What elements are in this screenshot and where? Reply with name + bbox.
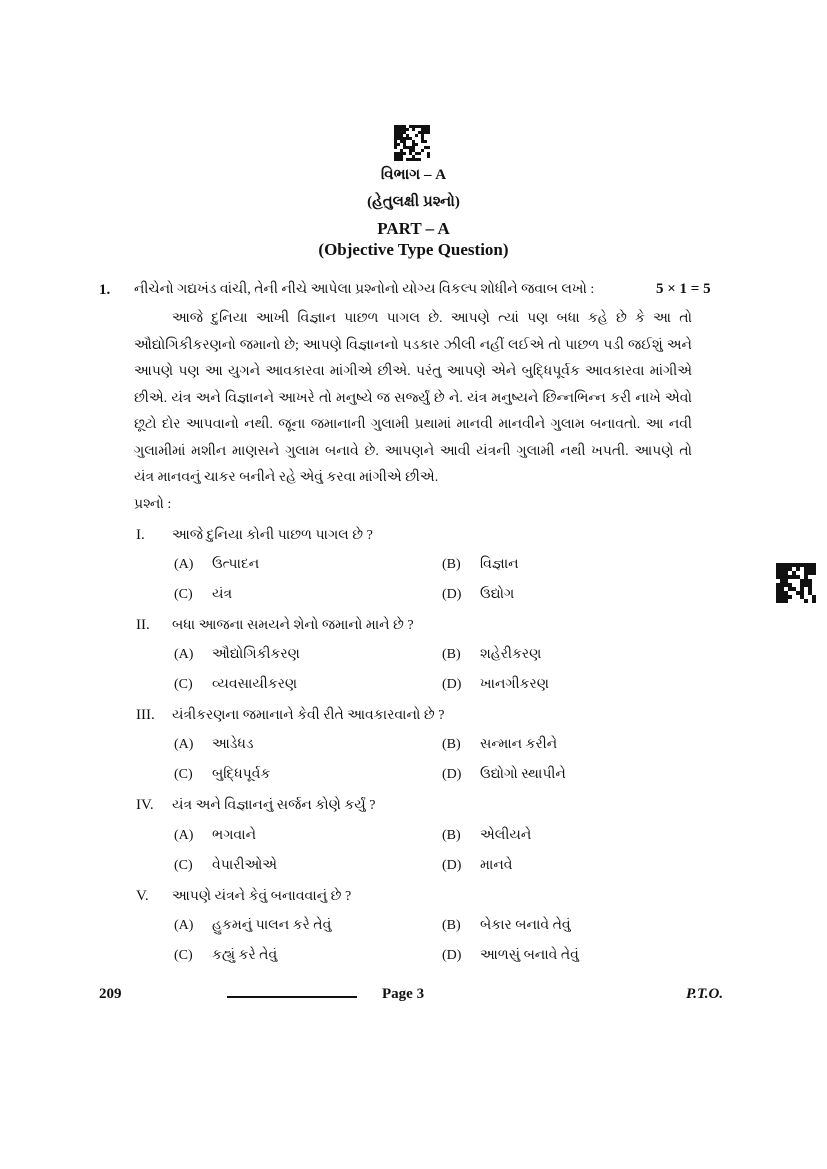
- option-label: (A): [174, 918, 194, 933]
- option-text: ઔદ્યોગિકીકરણ: [212, 647, 300, 662]
- option: [174, 828, 256, 844]
- option-text: એલીયને: [480, 828, 532, 843]
- sub-question: [136, 797, 375, 814]
- option-label: (B): [442, 828, 461, 843]
- option: [442, 557, 519, 573]
- option: [174, 647, 300, 663]
- sub-question-text: બધા આજના સમયને શેનો જમાનો માને છે ?: [172, 618, 414, 633]
- passage-line: ગુલામીમાં મશીન માણસને ગુલામ બનાવે છે. આપણને આવી યંત્રની ગુલામી નથી ખપતી. આપણે તો: [134, 443, 692, 459]
- option-label: (A): [174, 647, 194, 662]
- option-text: ઉદ્યોગો સ્થાપીને: [480, 767, 566, 782]
- qr-code-icon: [776, 563, 816, 603]
- passage: [134, 306, 692, 492]
- option-text: વિજ્ઞાન: [480, 557, 519, 572]
- option-text: બુદ્ધિપૂર્વક: [212, 767, 271, 782]
- option: [442, 828, 531, 844]
- option-label: (D): [442, 948, 462, 963]
- option-text: કહ્યું કરે તેવું: [212, 948, 278, 963]
- option-text: માનવે: [480, 858, 513, 873]
- passage-line: આજે દુનિયા આખી વિજ્ઞાન પાછળ પાગલ છે. આપણે ત્યાં પણ બધા કહે છે કે આ તો: [172, 311, 692, 326]
- sub-question-text: આપણે યંત્રને કેવું બનાવવાનું છે ?: [172, 889, 352, 904]
- option: [174, 677, 297, 693]
- option: [174, 557, 259, 573]
- passage-line: આપણે પણ આ યુગને આવકારવા માંગીએ છીએ. પરંતુ આપણે એને બુદ્ધિપૂર્વક આવકારવા માંગીએ: [134, 364, 692, 379]
- option: [174, 918, 331, 934]
- sub-question: [136, 888, 351, 905]
- question-number: 1.: [99, 282, 111, 298]
- option-text: આડેધડ: [212, 737, 254, 752]
- sub-question-text: યંત્ર અને વિજ્ઞાનનું સર્જન કોણે કર્યું ?: [172, 798, 376, 813]
- option: [174, 587, 232, 603]
- pto-label: P.T.O.: [686, 986, 724, 1002]
- sub-question-text: આજે દુનિયા કોની પાછળ પાગલ છે ?: [172, 528, 373, 543]
- sub-question-number: II.: [136, 617, 150, 633]
- paper-code: 209: [99, 986, 122, 1002]
- option: [174, 767, 270, 783]
- option-label: (C): [174, 587, 193, 602]
- passage-line: ઔદ્યોગિકીકરણનો જમાનો છે; આપણે વિજ્ઞાનનો પડકાર ઝીલી નહીં લઈએ તો પાછળ પડી જઈશું અને: [134, 337, 692, 353]
- question-instruction: નીચેનો ગદ્યખંડ વાંચી, તેની નીચે આપેલા પ્રશ્નોનો યોગ્ય વિકલ્પ શોધીને જવાબ લખો :: [134, 282, 595, 297]
- passage-line: યંત્ર માનવનું ચાકર બનીને રહે એવું કરવા માંગીએ છીએ.: [134, 470, 439, 485]
- option-text: ભગવાને: [212, 828, 257, 843]
- option: [442, 858, 512, 874]
- option-label: (C): [174, 677, 193, 692]
- option-label: (B): [442, 557, 461, 572]
- option: [442, 677, 549, 693]
- question-marks: 5 × 1 = 5: [656, 281, 711, 297]
- option-text: સન્માન કરીને: [480, 737, 558, 752]
- sub-question-text: યંત્રીકરણના જમાનાને કેવી રીતે આવકારવાનો છે ?: [172, 708, 445, 723]
- option: [174, 948, 277, 964]
- option-text: યંત્ર: [212, 587, 233, 602]
- option-text: હુકમનું પાલન કરે તેવું: [212, 918, 332, 933]
- option-text: વેપારીઓએ: [212, 858, 278, 873]
- sub-question-number: V.: [136, 888, 149, 904]
- option-label: (C): [174, 858, 193, 873]
- option-label: (D): [442, 587, 462, 602]
- option-text: શહેરીકરણ: [480, 647, 542, 662]
- questions-label: પ્રશ્નો :: [134, 497, 172, 512]
- sub-question: [136, 617, 414, 634]
- option-label: (A): [174, 557, 194, 572]
- option-text: ખાનગીકરણ: [480, 677, 549, 692]
- option-label: (A): [174, 737, 194, 752]
- option: [174, 737, 254, 753]
- passage-line: છીએ. યંત્ર અને વિજ્ઞાનને આખરે તો મનુષ્યે જ સર્જ્યું છે ને. યંત્ર મનુષ્યને છિન્નભિન્ન કરી નાખે એવો: [134, 390, 692, 406]
- section-title-gujarati: વિભાગ – A: [380, 167, 447, 183]
- option-label: (A): [174, 828, 194, 843]
- option-text: ઉદ્યોગ: [480, 587, 515, 602]
- sub-question-number: I.: [136, 527, 145, 543]
- option-text: બેકાર બનાવે તેવું: [480, 918, 571, 933]
- option-label: (D): [442, 767, 462, 782]
- sub-question-number: IV.: [136, 797, 154, 813]
- footer-divider: [227, 996, 357, 998]
- option-text: ઉત્પાદન: [212, 557, 260, 572]
- option-label: (B): [442, 918, 461, 933]
- option: [442, 948, 579, 964]
- option-label: (B): [442, 737, 461, 752]
- option: [442, 647, 541, 663]
- passage-line: છૂટો દોર આપવાનો નથી. જૂના જમાનાની ગુલામી પ્રથામાં માનવી માનવીને ગુલામ બનાવતો. આ નવી: [134, 417, 692, 432]
- option-label: (D): [442, 858, 462, 873]
- part-title: PART – A: [377, 219, 450, 238]
- option-label: (C): [174, 948, 193, 963]
- sub-question-number: III.: [136, 707, 155, 723]
- sub-question: [136, 707, 444, 724]
- option-label: (C): [174, 767, 193, 782]
- section-subtitle-gujarati: (હેતુલક્ષી પ્રશ્નો): [367, 194, 460, 210]
- option-label: (D): [442, 677, 462, 692]
- page-number: Page 3: [382, 986, 425, 1002]
- option: [442, 918, 571, 934]
- option: [174, 858, 277, 874]
- sub-question: [136, 527, 373, 544]
- option: [442, 737, 557, 753]
- option-label: (B): [442, 647, 461, 662]
- option: [442, 767, 566, 783]
- option: [442, 587, 514, 603]
- qr-code-icon: [394, 125, 430, 161]
- part-subtitle: (Objective Type Question): [318, 240, 509, 259]
- option-text: વ્યવસાયીકરણ: [212, 677, 298, 692]
- option-text: આળસું બનાવે તેવું: [480, 948, 579, 963]
